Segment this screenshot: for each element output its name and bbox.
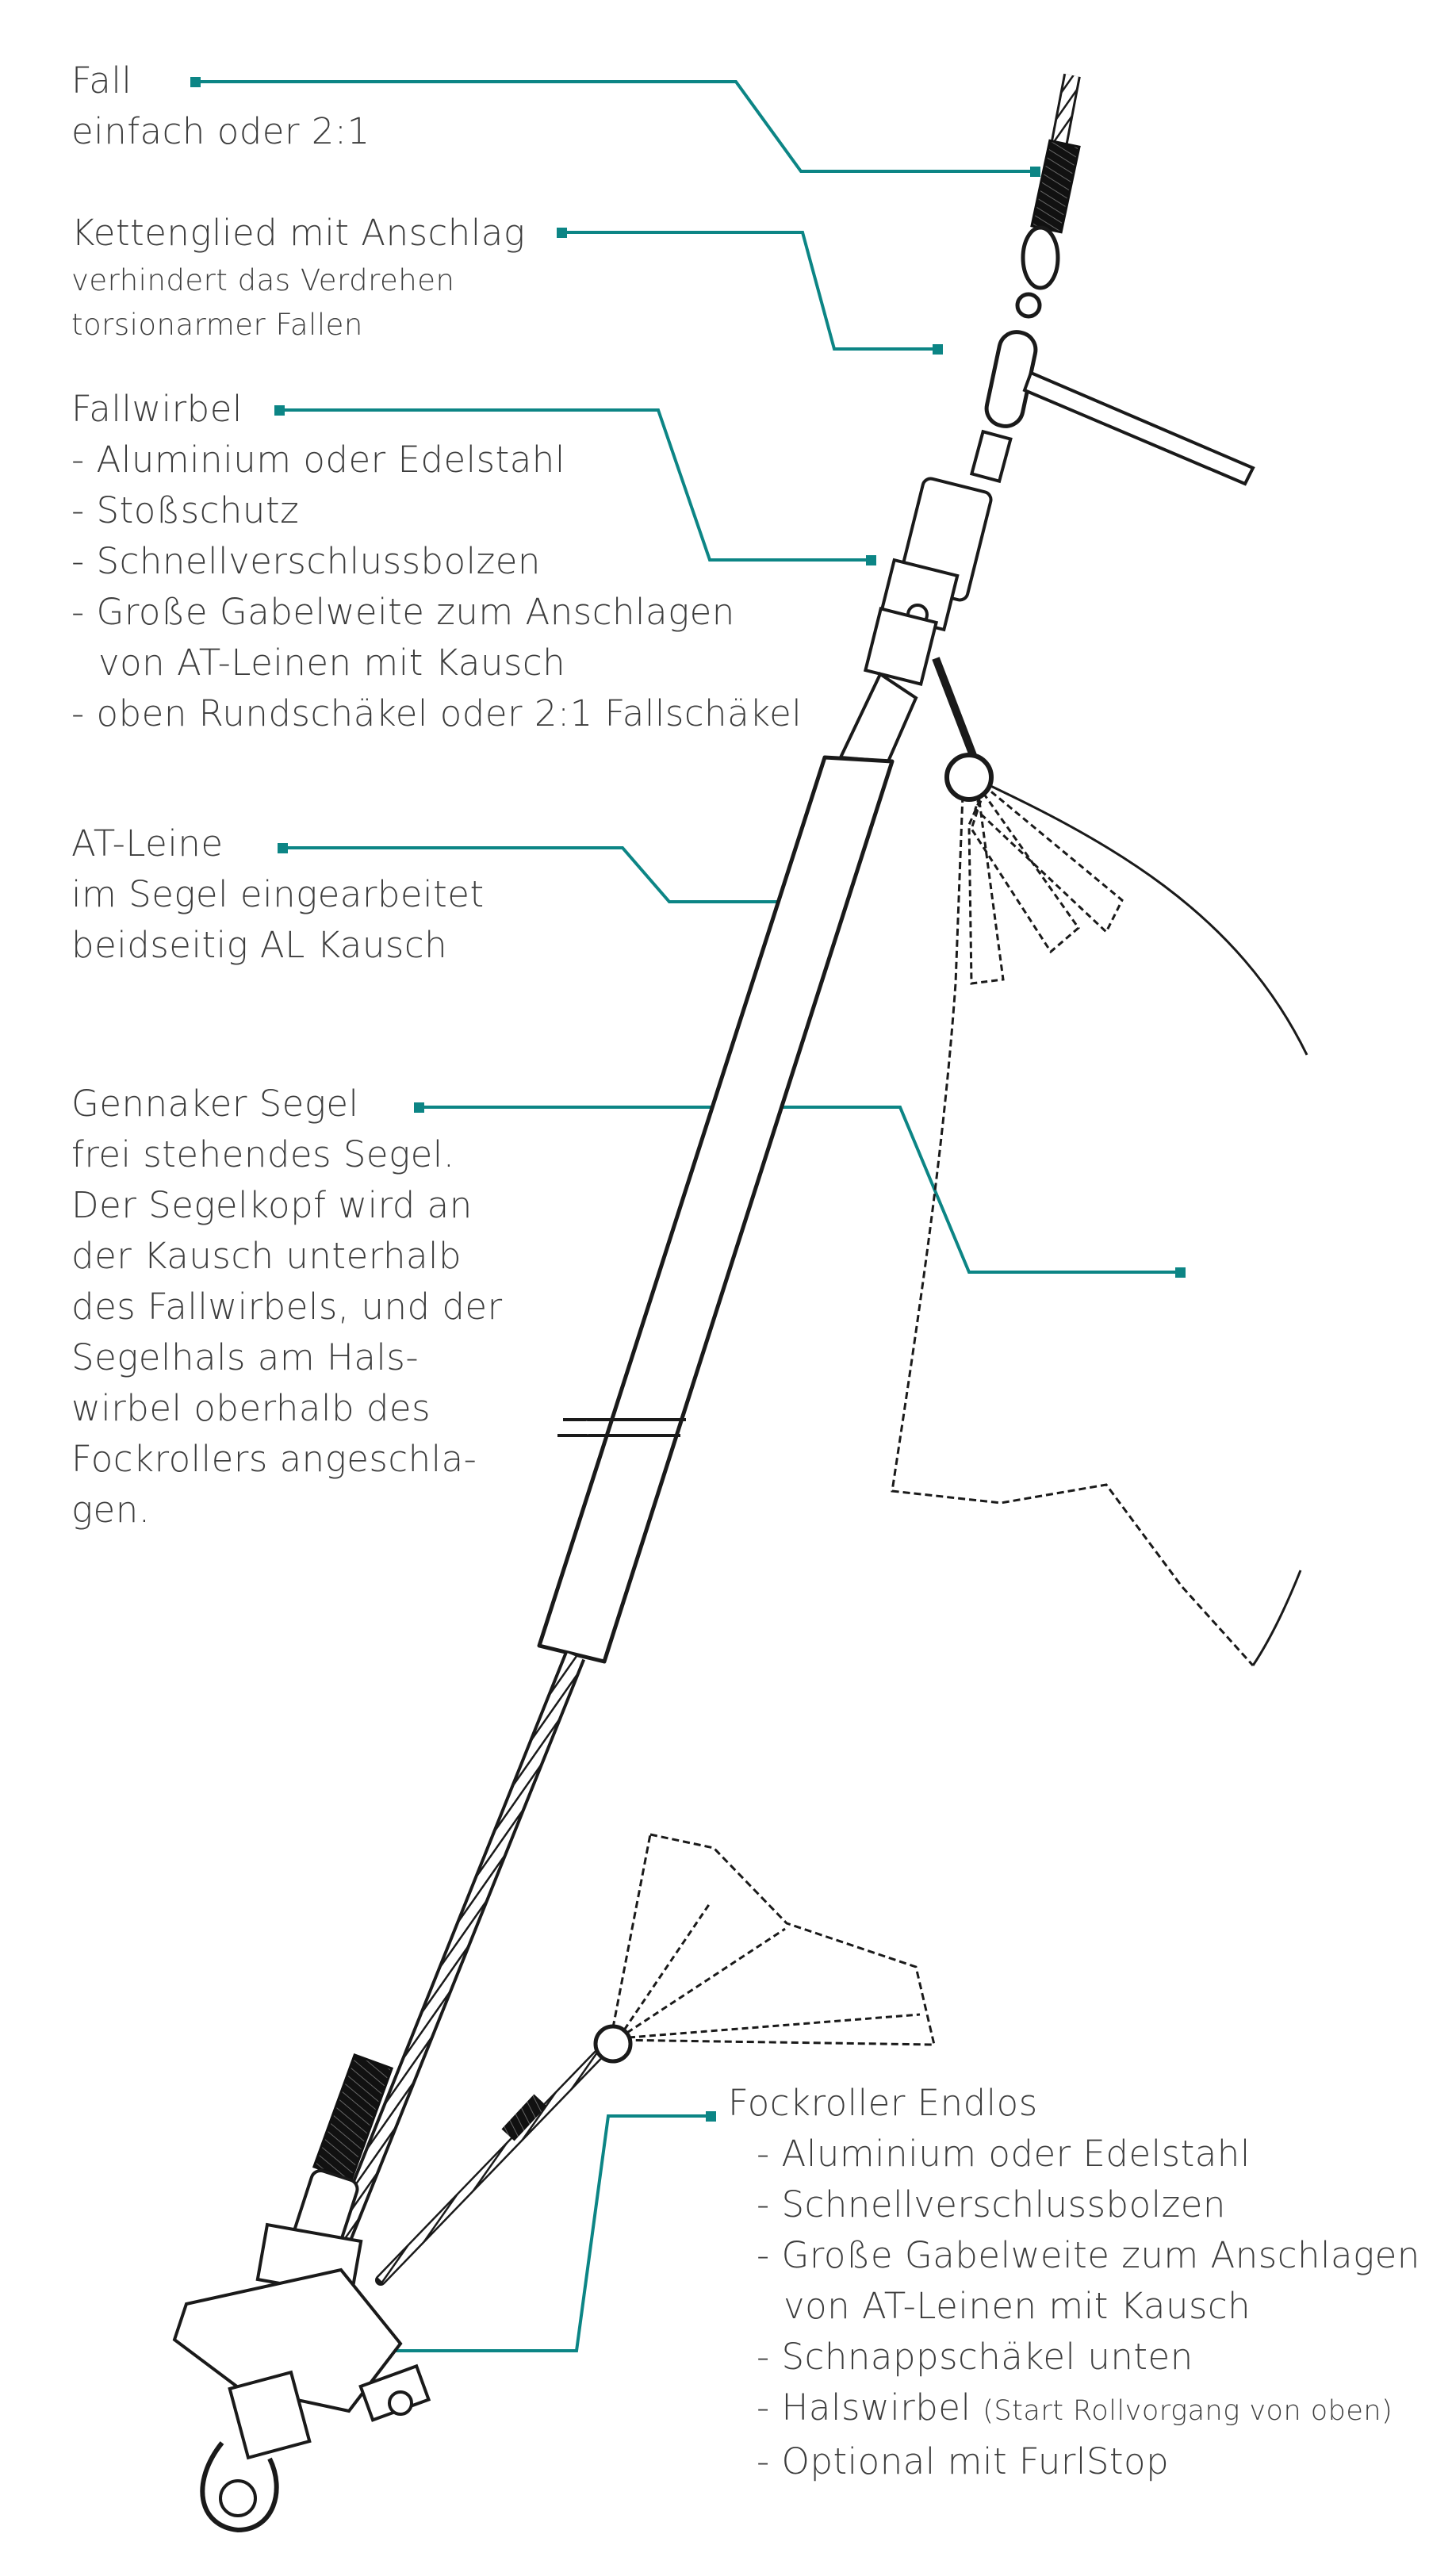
label-fockroller-title: Fockroller Endlos — [728, 2082, 1038, 2124]
label-fallwirbel-line: - Aluminium oder Edelstahl — [71, 439, 565, 481]
upper-halyard — [971, 75, 1253, 484]
label-kettenglied-title: Kettenglied mit Anschlag — [71, 212, 526, 254]
label-fallwirbel-line: - Schnellverschlussbolzen — [71, 540, 541, 582]
lower-sail — [611, 1834, 934, 2045]
label-gennaker-line: Der Segelkopf wird an — [71, 1184, 473, 1226]
label-at-leine-line: beidseitig AL Kausch — [71, 924, 448, 966]
label-halswirbel-note: (Start Rollvorgang von oben) — [983, 2395, 1393, 2427]
label-gennaker-line: frei stehendes Segel. — [71, 1133, 455, 1175]
leader-kettenglied — [561, 232, 937, 349]
label-fockroller-line: - Große Gabelweite zum Anschlagen — [757, 2234, 1420, 2276]
label-fockroller-line: - Aluminium oder Edelstahl — [757, 2133, 1251, 2175]
leader-fall — [195, 82, 1035, 171]
leader-gennaker — [419, 1107, 1180, 1272]
label-at-leine-title: AT-Leine — [71, 822, 224, 864]
label-fall-title: Fall — [71, 59, 132, 102]
label-fallwirbel-line: - Große Gabelweite zum Anschlagen — [71, 591, 735, 633]
leader-fallwirbel — [279, 410, 871, 560]
foil-tube — [539, 674, 916, 1662]
label-at-leine-line: im Segel eingearbeitet — [71, 873, 485, 915]
label-gennaker-line: des Fallwirbels, und der — [71, 1286, 503, 1328]
label-kettenglied-line: verhindert das Verdrehen — [71, 263, 455, 297]
label-gennaker-title: Gennaker Segel — [71, 1083, 359, 1125]
label-fockroller-line: von AT-Leinen mit Kausch — [783, 2285, 1251, 2327]
label-fockroller-line: - Schnappschäkel unten — [757, 2336, 1193, 2378]
label-fockroller-line: - Optional mit FurlStop — [757, 2440, 1170, 2482]
label-fallwirbel-title: Fallwirbel — [71, 388, 243, 430]
upper-sail — [892, 773, 1307, 1666]
label-kettenglied-line: torsionarmer Fallen — [71, 308, 363, 342]
leader-at-leine — [282, 848, 815, 902]
label-fockroller-line: - Schnellverschlussbolzen — [757, 2183, 1226, 2225]
label-fallwirbel-line: von AT-Leinen mit Kausch — [98, 642, 566, 684]
label-gennaker-line: wirbel oberhalb des — [71, 1387, 431, 1429]
label-gennaker-line: der Kausch unterhalb — [71, 1235, 462, 1277]
label-halswirbel-text: - Halswirbel — [757, 2386, 971, 2428]
upper-sail-reinforcement — [969, 785, 1122, 983]
label-gennaker-line: Fockrollers angeschla- — [71, 1438, 477, 1480]
label-gennaker-line: Segelhals am Hals- — [71, 1336, 420, 1378]
label-gennaker-line: gen. — [71, 1489, 151, 1531]
label-fallwirbel-line: - Stoßschutz — [71, 489, 300, 531]
lower-rope — [314, 1656, 575, 2248]
label-fall-line: einfach oder 2:1 — [71, 110, 370, 152]
furler-drum — [174, 2168, 429, 2530]
label-fallwirbel-line: - oben Rundschäkel oder 2:1 Fallschäkel — [71, 692, 803, 734]
